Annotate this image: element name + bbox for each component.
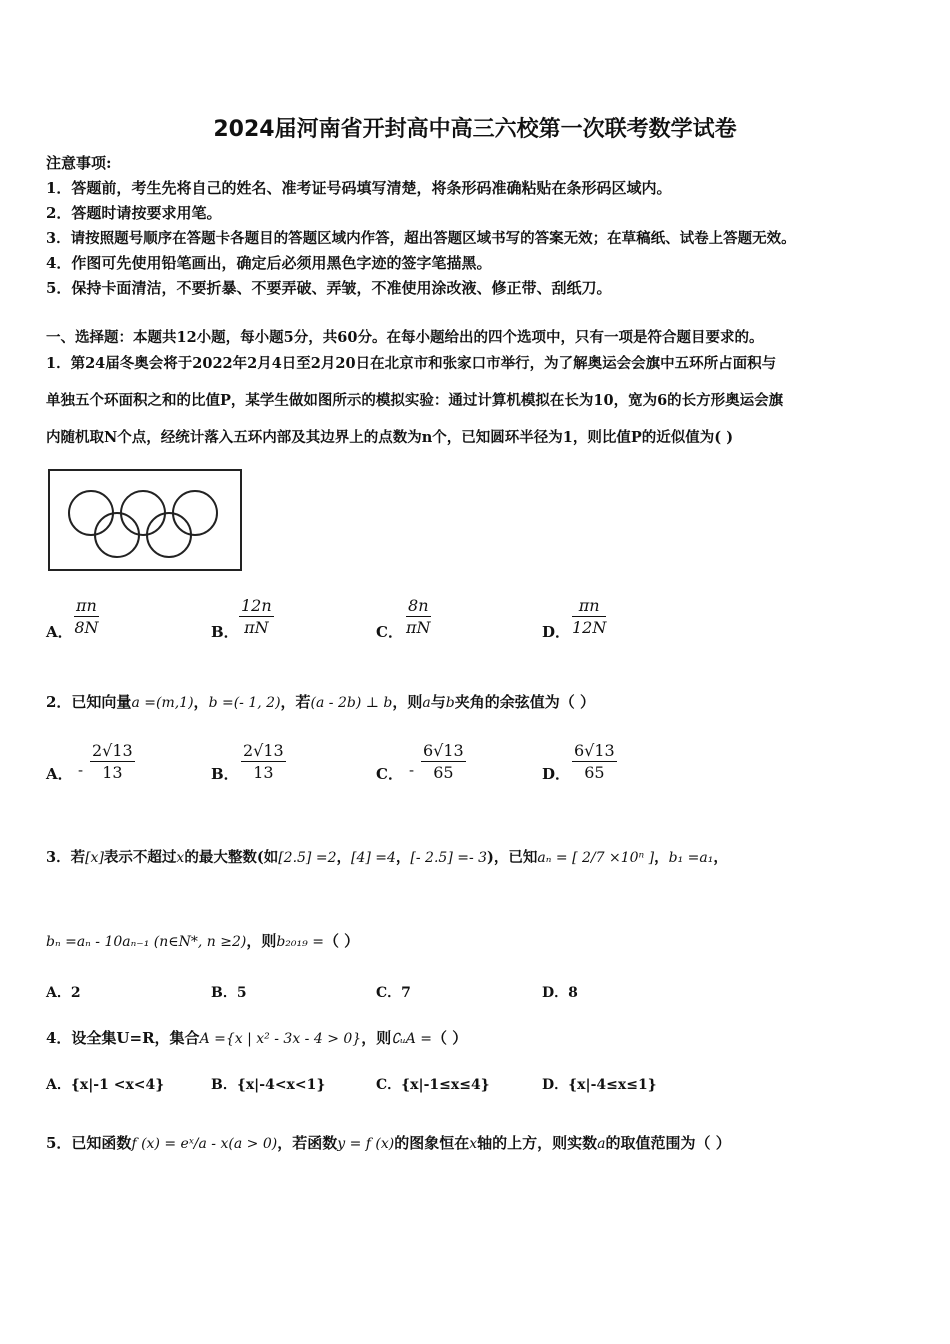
page-title: 2024届河南省开封高中高三六校第一次联考数学试卷 [213, 117, 737, 142]
q2-math: a =(m,1) [131, 695, 194, 711]
q3-mid: 表示不超过 [103, 849, 177, 866]
fraction-numerator: πn [76, 596, 97, 615]
olympic-rings-figure [48, 469, 242, 571]
olympic-rings-icon [50, 471, 240, 569]
q2-math: a [422, 695, 431, 711]
notice-item: 2．答题时请按要求用笔。 [46, 204, 222, 222]
q3-mid2: 的最大整数(如 [184, 849, 279, 866]
q2-text [46, 691, 595, 712]
fraction-denominator: 13 [253, 763, 274, 782]
q5-post: 的取值范围为（ ） [605, 1134, 731, 1152]
q3-sep: ， [336, 849, 351, 866]
fraction-denominator: 13 [102, 763, 123, 782]
fraction-numerator: 8n [406, 596, 431, 617]
q3-math: b₁ =a₁ [668, 850, 714, 866]
q3-text-line2 [46, 930, 359, 951]
q5-math: y = f (x) [337, 1136, 395, 1152]
q2-post: 夹角的余弦值为（ ） [454, 693, 595, 711]
section-heading: 一、选择题：本题共12小题，每小题5分，共60分。在每小题给出的四个选项中，只有一项是符合题目要求的。 [46, 329, 764, 346]
fraction-denominator: 65 [584, 763, 605, 782]
q4-math: ∁ᵤA = [391, 1031, 433, 1047]
q5-mid: ，若函数 [277, 1134, 338, 1152]
notice-item: 3．请按照题号顺序在答题卡各题目的答题区域内作答，超出答题区域书写的答案无效；在草稿纸、试卷上答题无效。 [46, 230, 796, 247]
q3-sep: ， [654, 849, 669, 866]
fraction-numerator: 6√13 [423, 741, 464, 760]
q2-option-a[interactable] [90, 741, 135, 782]
q4-option-b[interactable]: B．{x|-4<x<1} [211, 1077, 326, 1093]
q4-mid: ，则 [361, 1029, 392, 1047]
q5-math: f (x) = eˣ/a - x(a > 0) [131, 1136, 278, 1152]
fraction-denominator: 12N [572, 618, 607, 637]
fraction-numerator: πn [572, 596, 606, 617]
q4-math: A ={x | x² - 3x - 4 > 0} [199, 1031, 362, 1047]
fraction-denominator: 65 [433, 763, 454, 782]
q3-math: [x] [85, 850, 104, 866]
q3-math: [4] =4 [350, 850, 396, 866]
q1-option-a[interactable] [74, 596, 99, 637]
q4-option-a[interactable]: A．{x|-1 <x<4} [46, 1077, 165, 1093]
q5-pre: 5．已知函数 [46, 1134, 132, 1152]
q3-sep: ， [713, 849, 728, 866]
notice-item: 4．作图可先使用铅笔画出，确定后必须用黑色字迹的签字笔描黑。 [46, 254, 492, 272]
q3-math: [- 2.5] =- 3 [410, 850, 488, 866]
q4-pre: 4．设全集U=R，集合 [46, 1029, 200, 1047]
q2-math: b [445, 695, 455, 711]
notice-item: 5．保持卡面清洁，不要折暴、不要弄破、弄皱，不准使用涂改液、修正带、刮纸刀。 [46, 279, 612, 297]
q4-option-c[interactable]: C．{x|-1≤x≤4} [376, 1077, 490, 1093]
q3-text [46, 846, 728, 867]
fraction-numerator: 2√13 [92, 741, 133, 760]
q3-math: bₙ =aₙ - 10aₙ₋₁ (n∈N*, n ≥2) [46, 934, 247, 950]
q2-option-label[interactable]: B． [211, 765, 239, 783]
q2-option-c[interactable] [421, 741, 466, 782]
q2-option-label[interactable]: D． [542, 765, 571, 783]
fraction-denominator: 8N [74, 618, 99, 637]
q3-math: b₂₀₁₉ = [276, 934, 324, 950]
q3-math: [2.5] =2 [278, 850, 337, 866]
q1-option-label[interactable]: B． [211, 623, 239, 641]
q2-mid2: ，则 [392, 693, 423, 711]
q1-option-c[interactable] [406, 596, 431, 637]
q2-option-label[interactable]: C． [376, 765, 403, 783]
q2-sign: - [409, 761, 415, 779]
q3-math: x [176, 850, 185, 866]
q5-math: x [469, 1136, 478, 1152]
q1-text: 1．第24届冬奥会将于2022年2月4日至2月20日在北京市和张家口市举行，为了解奥运会会旗中五环所占面积与 [46, 355, 777, 372]
q3-mid4: ，则 [246, 932, 277, 950]
q2-mid: ，若 [280, 693, 311, 711]
q5-text [46, 1132, 731, 1153]
q3-mid3: )，已知 [487, 849, 538, 866]
q1-option-label[interactable]: A． [46, 623, 73, 641]
q1-option-b[interactable] [239, 596, 274, 637]
q2-math: b =(- 1, 2) [208, 695, 281, 711]
fraction-numerator: 2√13 [243, 741, 284, 760]
q4-text [46, 1027, 467, 1048]
fraction-numerator: 6√13 [574, 741, 615, 760]
q5-mid2: 的图象恒在 [394, 1134, 470, 1152]
fraction-denominator: πN [406, 618, 431, 637]
q5-math: a [597, 1136, 606, 1152]
q5-mid3: 轴的上方，则实数 [477, 1134, 598, 1152]
q1-option-d[interactable] [572, 596, 606, 637]
q2-option-d[interactable] [572, 741, 617, 782]
q3-option-b[interactable]: B．5 [211, 985, 247, 1001]
q2-and: 与 [430, 693, 446, 711]
q1-option-label[interactable]: D． [542, 623, 571, 641]
q2-math: (a - 2b) ⊥ b [310, 695, 393, 711]
fraction-numerator: 12n [241, 596, 272, 615]
q2-option-label[interactable]: A． [46, 765, 73, 783]
q4-option-d[interactable]: D．{x|-4≤x≤1} [542, 1077, 657, 1093]
q3-math: aₙ = [ 2/7 ×10ⁿ ] [537, 850, 655, 866]
q1-option-label[interactable]: C． [376, 623, 403, 641]
notice-item: 1．答题前，考生先将自己的姓名、准考证号码填写清楚，将条形码准确粘贴在条形码区域内。 [46, 179, 672, 197]
q2-sep: ， [193, 693, 209, 711]
fraction-denominator: πN [244, 618, 269, 637]
q4-post: （ ） [432, 1029, 468, 1047]
q3-option-a[interactable]: A．2 [46, 985, 81, 1001]
q3-post: （ ） [323, 932, 360, 950]
q1-text: 单独五个环面积之和的比值P，某学生做如图所示的模拟实验：通过计算机模拟在长为10，宽为6的长方形奥运会旗 [46, 392, 784, 409]
notice-heading: 注意事项: [46, 154, 112, 172]
q2-pre: 2．已知向量 [46, 693, 132, 711]
q3-pre: 3．若 [46, 849, 86, 866]
q3-sep: ， [395, 849, 411, 866]
q2-option-b[interactable] [241, 741, 286, 782]
q1-text: 内随机取N个点，经统计落入五环内部及其边界上的点数为n个，已知圆环半径为1，则比值P的近似值为( ) [46, 429, 734, 446]
q2-sign: - [78, 761, 84, 779]
q3-option-d[interactable]: D．8 [542, 985, 578, 1001]
q3-option-c[interactable]: C．7 [376, 985, 411, 1001]
